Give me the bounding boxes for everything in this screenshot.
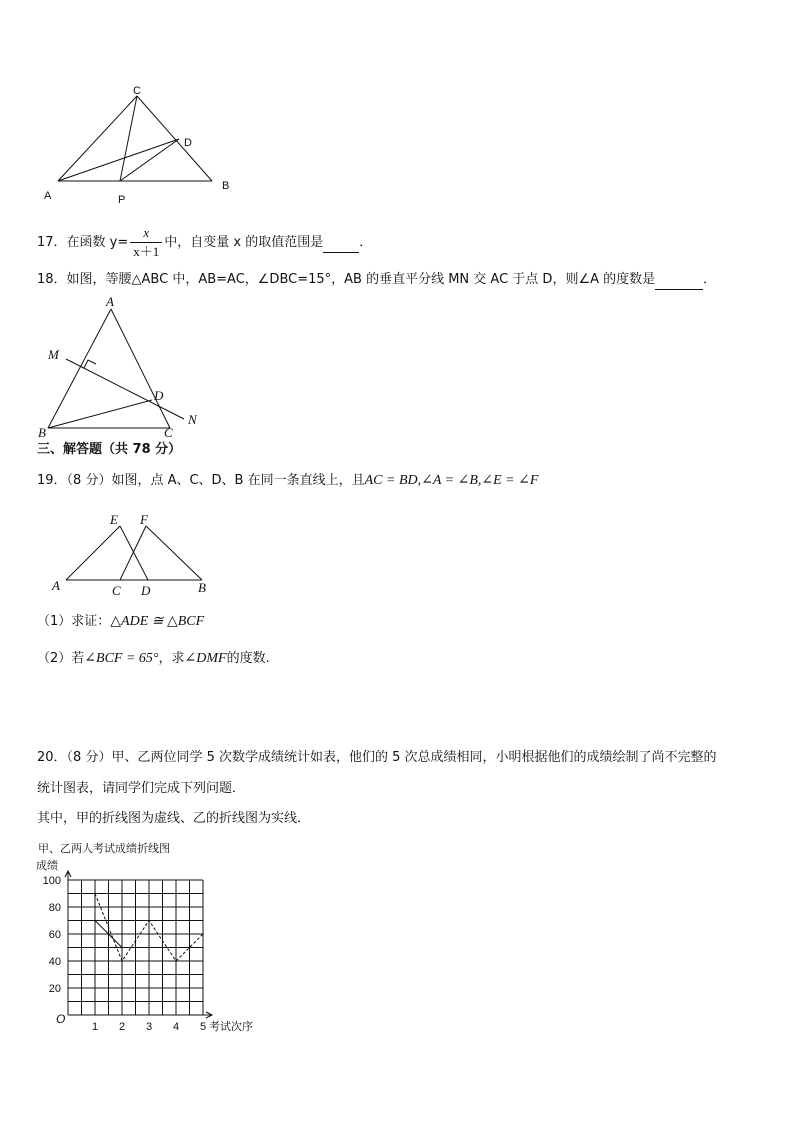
q19-part1-prefix: （1）求证： [37, 614, 111, 629]
series-point [148, 920, 150, 922]
label-D: D [184, 137, 192, 149]
chart-title: 甲、乙两人考试成绩折线图 [38, 843, 170, 855]
label-A: A [106, 294, 114, 309]
segment-AC [111, 309, 170, 428]
x-tick-label: 3 [145, 1021, 153, 1033]
fraction-denominator: x＋1 [133, 244, 160, 259]
line-chart [34, 838, 274, 1038]
label-E: E [110, 512, 118, 527]
series-point [121, 947, 123, 949]
line-MN [66, 359, 184, 419]
q19-part1-math: △ADE ≅ △BCF [110, 614, 205, 629]
label-B: B [222, 180, 230, 192]
x-tick-label: 4 [172, 1021, 180, 1033]
y-tick-label: 80 [48, 902, 61, 914]
q19-part2-prefix: （2）若 [37, 651, 85, 666]
y-axis-label: 成绩 [36, 860, 58, 872]
series-point [94, 893, 96, 895]
segment-PD [120, 139, 179, 181]
right-angle-mark [84, 360, 96, 368]
fraction [130, 224, 162, 261]
label-C: C [112, 583, 121, 598]
question-18 [37, 271, 716, 290]
segment-AE [66, 526, 120, 580]
q20-line3: 其中，甲的折线图为虚线、乙的折线图为实线． [37, 811, 311, 826]
label-C: C [133, 85, 141, 97]
series-point [121, 960, 123, 962]
q17-prefix: 17．在函数 y= [37, 235, 129, 250]
q19-part2-math: ∠BCF = 65° [84, 651, 159, 666]
segment-CB [137, 96, 212, 181]
label-B: B [38, 425, 46, 440]
q17-suffix: 中，自变量 x 的取值范围是 [164, 235, 324, 250]
label-P: P [118, 194, 126, 206]
question-17 [37, 224, 372, 261]
segment-AC [58, 96, 137, 181]
segment-AB [48, 309, 111, 428]
q20-line1: 20．（8 分）甲、乙两位同学 5 次数学成绩统计如表，他们的 5 次总成绩相同，小明根据他们的成绩绘制了尚不完整的 [37, 750, 717, 765]
series-point [175, 960, 177, 962]
answer-blank [655, 271, 703, 290]
q19-prefix: 19．（8 分）如图，点 A、C、D、B 在同一条直线上，且 [37, 473, 365, 488]
fraction-numerator: x [130, 224, 162, 243]
label-C: C [164, 425, 173, 440]
q19-math: AC = BD,∠A = ∠B,∠E = ∠F [364, 473, 539, 488]
label-B: B [198, 580, 206, 595]
label-N: N [188, 412, 197, 427]
q19-part2 [37, 650, 270, 668]
y-tick-label: 100 [42, 875, 61, 887]
series-point [94, 920, 96, 922]
y-tick-label: 40 [48, 956, 61, 968]
figure-q19 [50, 510, 220, 600]
q19-part2-mid: ，求 [158, 651, 185, 666]
x-tick-label: 2 [118, 1021, 126, 1033]
segment-CP [120, 96, 137, 181]
figure-q18 [36, 294, 206, 440]
x-tick-label: 1 [91, 1021, 99, 1033]
label-D: D [154, 388, 164, 403]
q19-part2-math2: ∠DMF [184, 651, 227, 666]
label-F: F [140, 512, 148, 527]
answer-blank [323, 234, 359, 253]
label-M: M [48, 347, 59, 362]
q18-end: ． [703, 272, 717, 287]
segment-BD [48, 400, 152, 428]
q17-end: ． [359, 235, 373, 250]
label-A: A [52, 578, 60, 593]
section-heading: 三、解答题（共 78 分） [37, 442, 182, 457]
q20-line2: 统计图表，请同学们完成下列问题． [37, 781, 246, 796]
q19-part2-suffix: 的度数. [226, 651, 270, 666]
origin-label: O [56, 1012, 66, 1026]
series-point [202, 933, 204, 935]
x-tick-label: 5 [199, 1021, 207, 1033]
figure-q16 [36, 84, 246, 209]
q19-part1 [37, 613, 204, 631]
y-tick-label: 20 [48, 983, 61, 995]
question-19 [37, 472, 538, 490]
q18-text: 18．如图，等腰△ABC 中，AB=AC，∠DBC=15°，AB 的垂直平分线 MN 交 AC 于点 D，则∠A 的度数是 [37, 272, 656, 287]
label-A: A [44, 190, 52, 202]
y-tick-label: 60 [48, 929, 61, 941]
segment-AD [58, 139, 179, 181]
label-D: D [141, 583, 151, 598]
x-axis-label: 考试次序 [209, 1021, 253, 1033]
segment-FB [146, 526, 202, 580]
